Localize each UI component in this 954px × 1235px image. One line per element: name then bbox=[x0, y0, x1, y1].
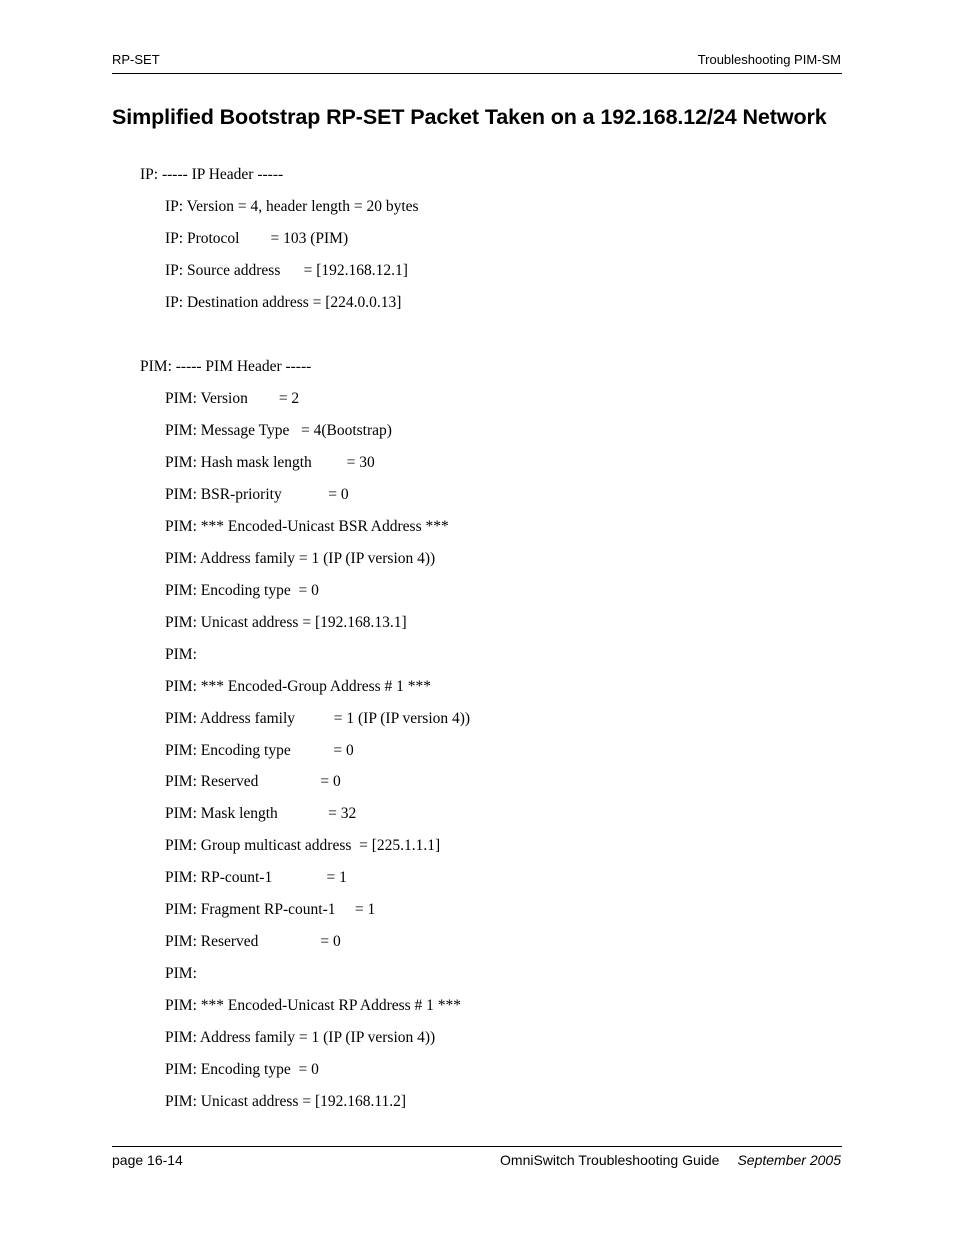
pim-line: PIM: Unicast address = [192.168.11.2] bbox=[165, 1093, 407, 1110]
pim-header-heading: PIM: ----- PIM Header ----- bbox=[140, 358, 312, 375]
pim-line: PIM: bbox=[165, 646, 197, 663]
pim-line: PIM: RP-count-1 = 1 bbox=[165, 869, 347, 886]
pim-line: PIM: Encoding type = 0 bbox=[165, 582, 319, 599]
footer-guide-info bbox=[500, 1152, 841, 1169]
pim-line: PIM: Reserved = 0 bbox=[165, 773, 341, 790]
ip-line: IP: Protocol = 103 (PIM) bbox=[165, 230, 349, 247]
page-number: page 16-14 bbox=[112, 1152, 183, 1168]
publication-date: September 2005 bbox=[737, 1152, 841, 1168]
running-header-chapter: Troubleshooting PIM-SM bbox=[697, 52, 841, 67]
pim-line: PIM: Hash mask length = 30 bbox=[165, 454, 375, 471]
pim-line: PIM: Address family = 1 (IP (IP version 4)) bbox=[165, 550, 436, 567]
pim-line: PIM: Encoding type = 0 bbox=[165, 742, 354, 759]
pim-line: PIM: Address family = 1 (IP (IP version 4)) bbox=[165, 710, 471, 727]
section-title: Simplified Bootstrap RP-SET Packet Taken on a 192.168.12/24 Network bbox=[112, 105, 827, 129]
pim-line: PIM: Encoding type = 0 bbox=[165, 1061, 319, 1078]
header-rule bbox=[112, 73, 842, 74]
running-header-section: RP-SET bbox=[112, 52, 160, 67]
pim-line: PIM: *** Encoded-Group Address # 1 *** bbox=[165, 678, 432, 695]
pim-line: PIM: Address family = 1 (IP (IP version 4)) bbox=[165, 1029, 436, 1046]
pim-line: PIM: Mask length = 32 bbox=[165, 805, 357, 822]
pim-line: PIM: bbox=[165, 965, 197, 982]
pim-line: PIM: Fragment RP-count-1 = 1 bbox=[165, 901, 376, 918]
pim-line: PIM: Version = 2 bbox=[165, 390, 300, 407]
pim-line: PIM: Unicast address = [192.168.13.1] bbox=[165, 614, 407, 631]
pim-line: PIM: *** Encoded-Unicast RP Address # 1 *** bbox=[165, 997, 462, 1014]
pim-line: PIM: Group multicast address = [225.1.1.1] bbox=[165, 837, 441, 854]
pim-line: PIM: Reserved = 0 bbox=[165, 933, 341, 950]
pim-line: PIM: Message Type = 4(Bootstrap) bbox=[165, 422, 392, 439]
ip-line: IP: Source address = [192.168.12.1] bbox=[165, 262, 408, 279]
ip-header-heading: IP: ----- IP Header ----- bbox=[140, 166, 284, 183]
ip-line: IP: Destination address = [224.0.0.13] bbox=[165, 294, 402, 311]
guide-title: OmniSwitch Troubleshooting Guide bbox=[500, 1152, 720, 1168]
pim-line: PIM: BSR-priority = 0 bbox=[165, 486, 349, 503]
footer-rule bbox=[112, 1146, 842, 1147]
pim-line: PIM: *** Encoded-Unicast BSR Address *** bbox=[165, 518, 449, 535]
ip-line: IP: Version = 4, header length = 20 bytes bbox=[165, 198, 419, 215]
